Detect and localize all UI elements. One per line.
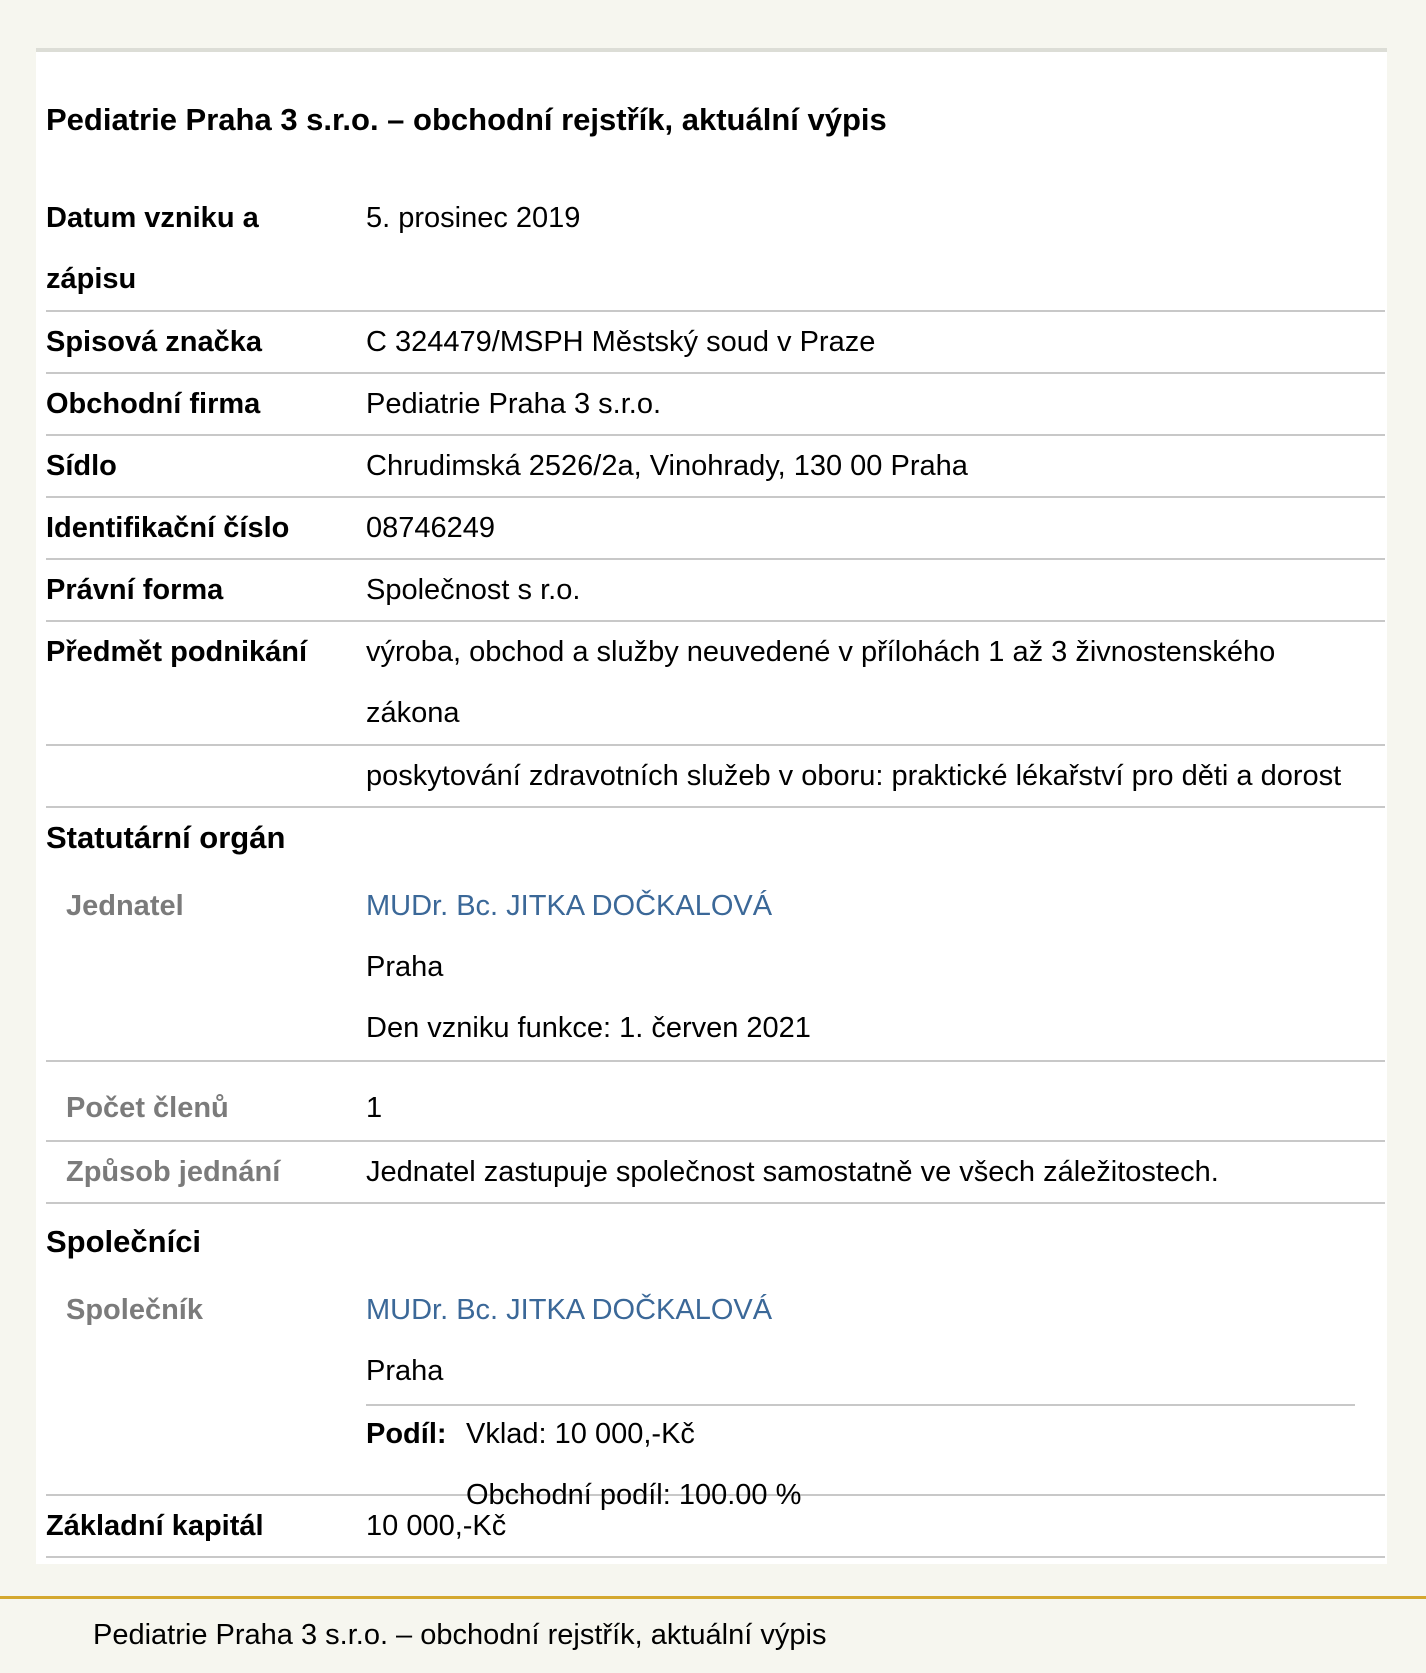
page-title: Pediatrie Praha 3 s.r.o. – obchodní rejstřík, aktuální výpis: [46, 102, 887, 137]
value-forma: Společnost s r.o.: [366, 574, 581, 606]
value-sidlo: Chrudimská 2526/2a, Vinohrady, 130 00 Praha: [366, 450, 968, 482]
value-firma: Pediatrie Praha 3 s.r.o.: [366, 388, 661, 420]
extract-card: [36, 48, 1387, 1564]
row-kapital: [46, 1496, 1385, 1558]
value-zpusob: Jednatel zastupuje společnost samostatně ve všech záležitostech.: [366, 1156, 1219, 1188]
label-datum-2: zápisu: [46, 263, 137, 295]
label-spolecnik: Společník: [66, 1294, 203, 1326]
row-zpusob: [46, 1142, 1385, 1204]
value-predmet-1a: výroba, obchod a služby neuvedené v přílohách 1 až 3 živnostenského: [366, 636, 1276, 668]
podil-obchodni: Obchodní podíl: 100.00 %: [466, 1479, 802, 1511]
label-jednatel: Jednatel: [66, 890, 184, 922]
label-spisova: Spisová značka: [46, 326, 262, 358]
footer-text: Pediatrie Praha 3 s.r.o. – obchodní rejstřík, aktuální výpis: [93, 1619, 827, 1651]
jednatel-city: Praha: [366, 951, 444, 983]
value-datum: 5. prosinec 2019: [366, 202, 581, 234]
row-pocet: [46, 1078, 1385, 1142]
label-ico: Identifikační číslo: [46, 512, 290, 544]
label-forma: Právní forma: [46, 574, 224, 606]
jednatel-name-link[interactable]: MUDr. Bc. JITKA DOČKALOVÁ: [366, 890, 773, 922]
value-ico: 08746249: [366, 512, 496, 544]
row-forma: [46, 560, 1385, 622]
value-spisova: C 324479/MSPH Městský soud v Praze: [366, 326, 876, 358]
spolecnik-city: Praha: [366, 1355, 444, 1387]
section-spolecnici: Společníci: [46, 1224, 202, 1259]
spolecnik-name-link[interactable]: MUDr. Bc. JITKA DOČKALOVÁ: [366, 1294, 773, 1326]
value-predmet-2: poskytování zdravotních služeb v oboru: praktické lékařství pro děti a dorost: [366, 760, 1342, 792]
label-sidlo: Sídlo: [46, 450, 117, 482]
podil-vklad: Vklad: 10 000,-Kč: [466, 1418, 695, 1450]
label-pocet: Počet členů: [66, 1092, 229, 1124]
row-firma: [46, 374, 1385, 436]
value-predmet-1b: zákona: [366, 697, 460, 729]
jednatel-since: Den vzniku funkce: 1. červen 2021: [366, 1012, 811, 1044]
row-predmet: [46, 622, 1385, 746]
row-ico: [46, 498, 1385, 560]
row-spolecnik: [46, 1280, 1385, 1511]
row-datum: [46, 188, 1385, 312]
value-kapital: 10 000,-Kč: [366, 1510, 507, 1542]
label-firma: Obchodní firma: [46, 388, 261, 420]
row-predmet-2: [46, 746, 1385, 808]
row-spisova: [46, 312, 1385, 374]
podil-label: Podíl:: [366, 1418, 447, 1450]
footer: [0, 1596, 1426, 1673]
label-predmet: Předmět podnikání: [46, 636, 308, 668]
value-pocet: 1: [366, 1092, 383, 1124]
label-zpusob: Způsob jednání: [66, 1156, 281, 1188]
row-sidlo: [46, 436, 1385, 498]
label-datum-1: Datum vzniku a: [46, 202, 259, 234]
row-jednatel: [46, 876, 1385, 1062]
label-kapital: Základní kapitál: [46, 1510, 264, 1542]
section-statutarni: Statutární orgán: [46, 820, 286, 855]
